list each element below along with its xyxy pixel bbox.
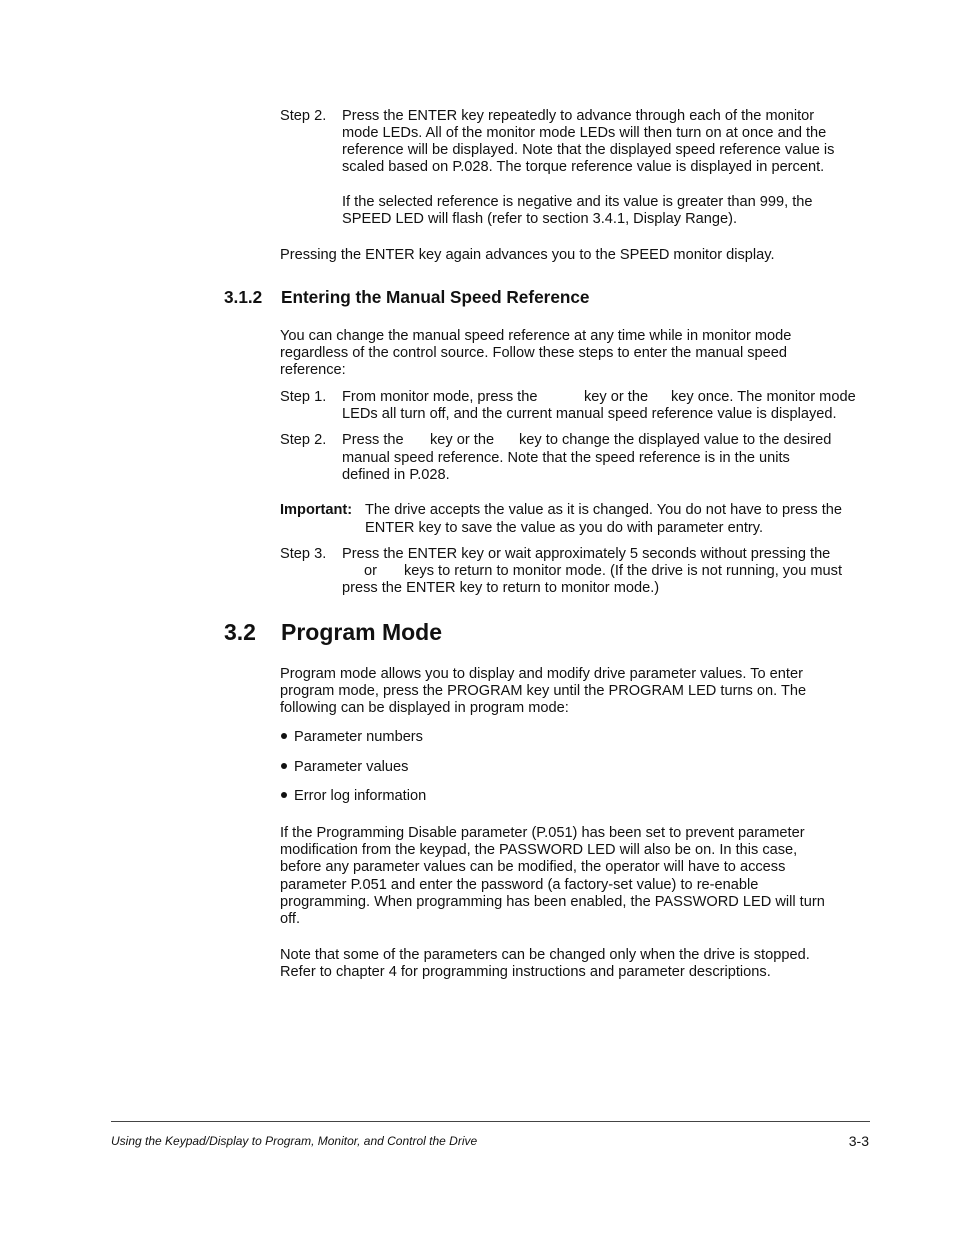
paragraph-line: modification from the keypad, the PASSWORD LED will also be on. In this case, (280, 842, 798, 858)
step-text-line: defined in P.028. (342, 467, 450, 483)
paragraph-line: regardless of the control source. Follow these steps to enter the manual speed (280, 345, 788, 361)
step-text-segment: keys to return to monitor mode. (If the drive is not running, you must (404, 563, 843, 579)
step-text-segment: From monitor mode, press the (342, 389, 538, 405)
step-text-line: LEDs all turn off, and the current manual speed reference value is displayed. (342, 406, 837, 422)
step-label: Step 2. (280, 108, 327, 124)
step-label: Step 3. (280, 546, 327, 562)
bullet-marker (281, 792, 287, 798)
step-text-segment: Press the (342, 432, 404, 448)
step-text-line: reference will be displayed. Note that the displayed speed reference value is (342, 142, 835, 158)
paragraph-line: before any parameter values can be modified, the operator will have to access (280, 859, 786, 875)
step-text-segment: key once. The monitor mode (671, 389, 856, 405)
step-text-line: scaled based on P.028. The torque reference value is displayed in percent. (342, 159, 825, 175)
step-text-line: Press the ENTER key or wait approximately 5 seconds without pressing the (342, 546, 831, 562)
bullet-marker (281, 733, 287, 739)
step-text-segment: key to change the displayed value to the desired (519, 432, 832, 448)
list-item: Parameter numbers (294, 729, 423, 745)
bullet-marker (281, 763, 287, 769)
section-heading: Program Mode (281, 619, 443, 645)
paragraph-line: Program mode allows you to display and modify drive parameter values. To enter (280, 666, 803, 682)
step-text-line: press the ENTER key to return to monitor mode.) (342, 580, 660, 596)
step-label: Step 2. (280, 432, 327, 448)
section-heading: Entering the Manual Speed Reference (281, 287, 590, 307)
paragraph-line: following can be displayed in program mode: (280, 700, 569, 716)
paragraph-line: off. (280, 911, 301, 927)
section-number: 3.1.2 (224, 287, 263, 307)
step-text-line: Press the ENTER key repeatedly to advance through each of the monitor (342, 108, 815, 124)
footer-divider (111, 1121, 870, 1122)
paragraph-line: parameter P.051 and enter the password (a factory-set value) to re-enable (280, 877, 759, 893)
page-number: 3-3 (848, 1133, 869, 1149)
section-number: 3.2 (224, 619, 256, 645)
paragraph-line: You can change the manual speed reference at any time while in monitor mode (280, 328, 792, 344)
step-note-line: SPEED LED will flash (refer to section 3.4.1, Display Range). (342, 211, 738, 227)
step-text-line: manual speed reference. Note that the speed reference is in the units (342, 450, 790, 466)
paragraph-line: programming. When programming has been enabled, the PASSWORD LED will turn (280, 894, 825, 910)
step-note-line: If the selected reference is negative and its value is greater than 999, the (342, 194, 813, 210)
paragraph-line: If the Programming Disable parameter (P.051) has been set to prevent parameter (280, 825, 805, 841)
important-text-line: ENTER key to save the value as you do with parameter entry. (365, 520, 763, 536)
important-label: Important: (280, 502, 353, 518)
paragraph-line: Note that some of the parameters can be changed only when the drive is stopped. (280, 947, 810, 963)
list-item: Parameter values (294, 759, 409, 775)
step-text-segment: or (364, 563, 377, 579)
important-text-line: The drive accepts the value as it is changed. You do not have to press the (365, 502, 843, 518)
footer-title: Using the Keypad/Display to Program, Monitor, and Control the Drive (111, 1134, 478, 1148)
paragraph: Pressing the ENTER key again advances you to the SPEED monitor display. (280, 247, 775, 263)
paragraph-line: reference: (280, 362, 346, 378)
paragraph-line: program mode, press the PROGRAM key until the PROGRAM LED turns on. The (280, 683, 807, 699)
step-text-line: mode LEDs. All of the monitor mode LEDs will then turn on at once and the (342, 125, 827, 141)
paragraph-line: Refer to chapter 4 for programming instructions and parameter descriptions. (280, 964, 771, 980)
step-label: Step 1. (280, 389, 327, 405)
step-text-segment: key or the (430, 432, 495, 448)
step-text-segment: key or the (584, 389, 649, 405)
list-item: Error log information (294, 788, 427, 804)
